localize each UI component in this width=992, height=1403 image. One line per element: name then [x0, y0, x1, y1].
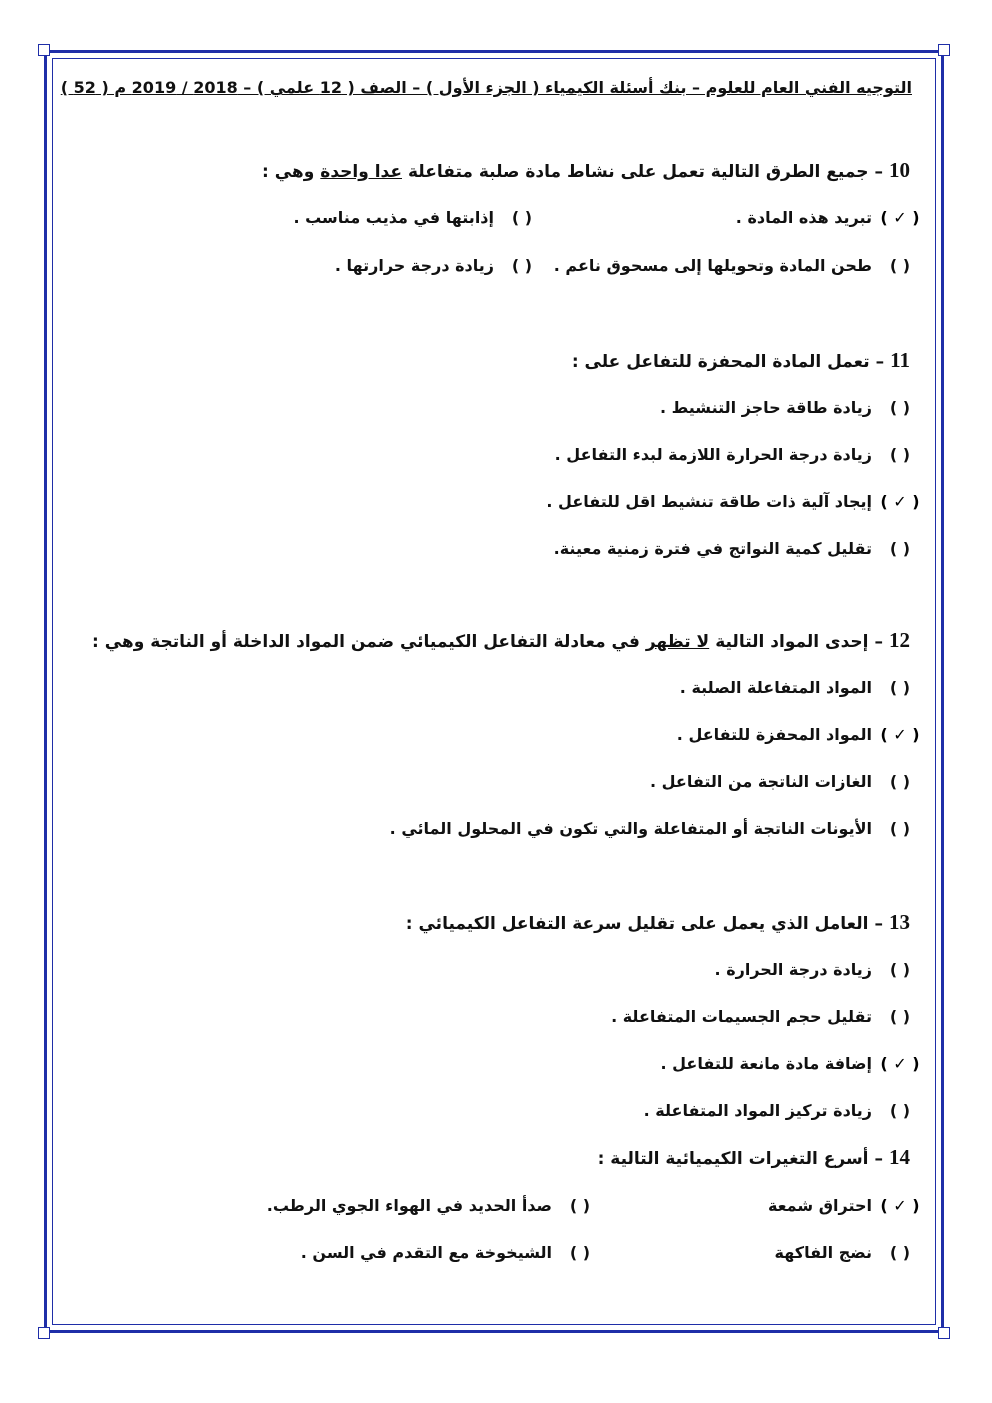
- option-text: الأيونات الناتجة أو المتفاعلة والتي تكون في المحلول المائي .: [389, 819, 872, 838]
- option-10b[interactable]: [293, 208, 544, 227]
- option-10d[interactable]: [335, 256, 544, 275]
- answer-checkbox[interactable]: ( ): [889, 1101, 911, 1120]
- question-stem-underlined: عدا واحدة: [320, 162, 402, 182]
- answer-checkbox[interactable]: ( ): [511, 256, 533, 275]
- option-14c[interactable]: [775, 1243, 922, 1262]
- option-text: إذابتها في مذيب مناسب .: [293, 208, 494, 227]
- question-stem-underlined: لا تظهر: [645, 632, 710, 652]
- option-text: الشيخوخة مع التقدم في السن .: [300, 1243, 552, 1262]
- answer-checkbox[interactable]: ( ): [889, 1243, 911, 1262]
- question-number: 12: [889, 628, 910, 652]
- option-text: نضج الفاكهة: [774, 1243, 872, 1262]
- answer-checkbox[interactable]: ( ): [889, 772, 911, 791]
- question-12: 12 – إحدى المواد التالية لا تظهر في معادلة التفاعل الكيميائي ضمن المواد الداخلة أو الناتجة وهي :: [92, 628, 910, 652]
- question-number: 11: [890, 348, 910, 372]
- option-text: تبريد هذه المادة .: [735, 208, 872, 227]
- option-text: زيادة درجة حرارتها .: [334, 256, 494, 275]
- border-corner: [938, 44, 950, 56]
- question-number: 14: [889, 1145, 910, 1169]
- question-stem-end: وهي :: [262, 162, 315, 182]
- option-12d[interactable]: [390, 819, 922, 838]
- option-11d[interactable]: [554, 539, 922, 558]
- option-13c[interactable]: [660, 1054, 922, 1073]
- option-text: المواد المحفزة للتفاعل .: [676, 725, 872, 744]
- answer-checkbox[interactable]: ( ): [569, 1196, 591, 1215]
- answer-checkbox[interactable]: ( ): [511, 208, 533, 227]
- option-12b[interactable]: [677, 725, 922, 744]
- answer-checkbox[interactable]: ( ): [889, 256, 911, 275]
- option-11a[interactable]: [660, 398, 922, 417]
- answer-checkbox[interactable]: ( ✓ ): [880, 725, 920, 744]
- page-header: التوجيه الفني العام للعلوم – بنك أسئلة الكيمياء ( الجزء الأول ) – الصف ( 12 علمي ) – 2018 / 2019 م ( 52 ): [60, 78, 912, 97]
- answer-checkbox[interactable]: ( ): [889, 819, 911, 838]
- question-number: 13: [889, 910, 910, 934]
- question-11: 11 – تعمل المادة المحفزة للتفاعل على :: [571, 348, 910, 372]
- option-14b[interactable]: [267, 1196, 602, 1215]
- option-text: تقليل كمية النواتج في فترة زمنية معينة.: [553, 539, 872, 558]
- answer-checkbox[interactable]: ( ✓ ): [880, 1196, 920, 1215]
- border-corner: [38, 44, 50, 56]
- answer-checkbox[interactable]: ( ): [889, 678, 911, 697]
- option-13a[interactable]: [715, 960, 922, 979]
- option-14a[interactable]: [768, 1196, 922, 1215]
- answer-checkbox[interactable]: ( ): [889, 1007, 911, 1026]
- question-13: 13 – العامل الذي يعمل على تقليل سرعة التفاعل الكيميائي :: [405, 910, 910, 934]
- option-text: زيادة طاقة حاجز التنشيط .: [659, 398, 872, 417]
- option-10a[interactable]: [736, 208, 922, 227]
- question-stem: أسرع التغيرات الكيميائية التالية :: [597, 1149, 869, 1169]
- option-text: زيادة تركيز المواد المتفاعلة .: [643, 1101, 872, 1120]
- question-stem-end: في معادلة التفاعل الكيميائي ضمن المواد الداخلة أو الناتجة وهي :: [92, 632, 640, 652]
- answer-checkbox[interactable]: ( ✓ ): [880, 492, 920, 511]
- answer-checkbox[interactable]: ( ): [889, 960, 911, 979]
- option-12c[interactable]: [650, 772, 922, 791]
- option-11c[interactable]: [546, 492, 922, 511]
- answer-checkbox[interactable]: ( ): [569, 1243, 591, 1262]
- border-corner: [38, 1327, 50, 1339]
- question-stem: جميع الطرق التالية تعمل على نشاط مادة صلبة متفاعلة: [407, 162, 869, 182]
- option-text: زيادة درجة الحرارة اللازمة لبدء التفاعل .: [554, 445, 872, 464]
- option-text: تقليل حجم الجسيمات المتفاعلة .: [611, 1007, 872, 1026]
- question-stem: العامل الذي يعمل على تقليل سرعة التفاعل الكيميائي :: [405, 914, 869, 934]
- option-13b[interactable]: [611, 1007, 922, 1026]
- question-14: 14 – أسرع التغيرات الكيميائية التالية :: [597, 1145, 910, 1169]
- question-number: 10: [889, 158, 910, 182]
- option-text: احتراق شمعة: [767, 1196, 872, 1215]
- answer-checkbox[interactable]: ( ✓ ): [880, 1054, 920, 1073]
- answer-checkbox[interactable]: ( ✓ ): [880, 208, 920, 227]
- option-11b[interactable]: [555, 445, 922, 464]
- option-14d[interactable]: [301, 1243, 602, 1262]
- option-13d[interactable]: [644, 1101, 922, 1120]
- option-10c[interactable]: [554, 256, 922, 275]
- answer-checkbox[interactable]: ( ): [889, 539, 911, 558]
- option-text: زيادة درجة الحرارة .: [714, 960, 872, 979]
- option-text: إيجاد آلية ذات طاقة تنشيط اقل للتفاعل .: [546, 492, 872, 511]
- option-text: صدأ الحديد في الهواء الجوي الرطب.: [266, 1196, 552, 1215]
- option-text: طحن المادة وتحويلها إلى مسحوق ناعم .: [553, 256, 872, 275]
- option-text: الغازات الناتجة من التفاعل .: [650, 772, 872, 791]
- answer-checkbox[interactable]: ( ): [889, 445, 911, 464]
- question-stem: إحدى المواد التالية: [715, 632, 869, 652]
- question-10: 10 – جميع الطرق التالية تعمل على نشاط مادة صلبة متفاعلة عدا واحدة وهي :: [262, 158, 910, 182]
- option-text: إضافة مادة مانعة للتفاعل .: [660, 1054, 872, 1073]
- question-stem: تعمل المادة المحفزة للتفاعل على :: [571, 352, 870, 372]
- option-text: المواد المتفاعلة الصلبة .: [679, 678, 872, 697]
- option-12a[interactable]: [680, 678, 922, 697]
- border-corner: [938, 1327, 950, 1339]
- answer-checkbox[interactable]: ( ): [889, 398, 911, 417]
